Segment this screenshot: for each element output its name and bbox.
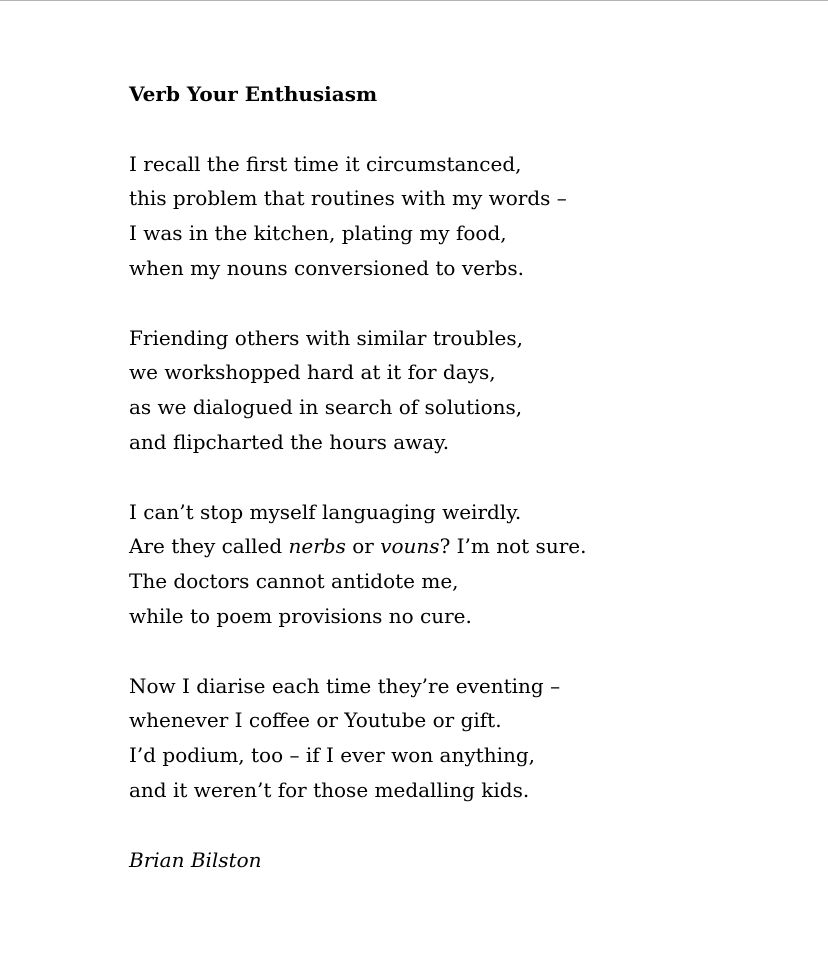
italic-word: vouns [380,534,440,559]
top-border [0,0,828,1]
stanza-1 [129,147,789,286]
poem-page [129,77,789,877]
line-text: or [345,534,381,559]
poem-line: I’d podium, too – if I ever won anything, [129,743,536,768]
poem-line: this problem that routines with my words – [129,186,567,211]
poem-line: we workshopped hard at it for days, [129,360,496,385]
poem-line: whenever I coffee or Youtube or gift. [129,708,502,733]
poem-line: when my nouns conversioned to verbs. [129,255,524,280]
poem-author: Brian Bilston [129,847,262,872]
stanza-4 [129,669,789,808]
poem-title: Verb Your Enthusiasm [129,82,378,106]
poem-line: I recall the first time it circumstanced, [129,151,522,176]
poem-line: as we dialogued in search of solutions, [129,395,523,420]
poem-line-mixed [129,529,789,564]
poem-line: I can’t stop myself languaging weirdly. [129,499,522,524]
poem-line: The doctors cannot antidote me, [129,569,459,594]
stanza-2 [129,321,789,460]
poem-line: I was in the kitchen, plating my food, [129,221,507,246]
poem-line: while to poem provisions no cure. [129,603,472,628]
line-text: Are they called [129,534,289,559]
poem-line: and flipcharted the hours away. [129,429,450,454]
poem-line: Friending others with similar troubles, [129,325,523,350]
poem-line: Now I diarise each time they’re eventing – [129,673,561,698]
poem-line: and it weren’t for those medalling kids. [129,777,530,802]
line-text: ? I’m not sure. [439,534,587,559]
italic-word: nerbs [288,534,346,559]
stanza-3 [129,495,789,634]
